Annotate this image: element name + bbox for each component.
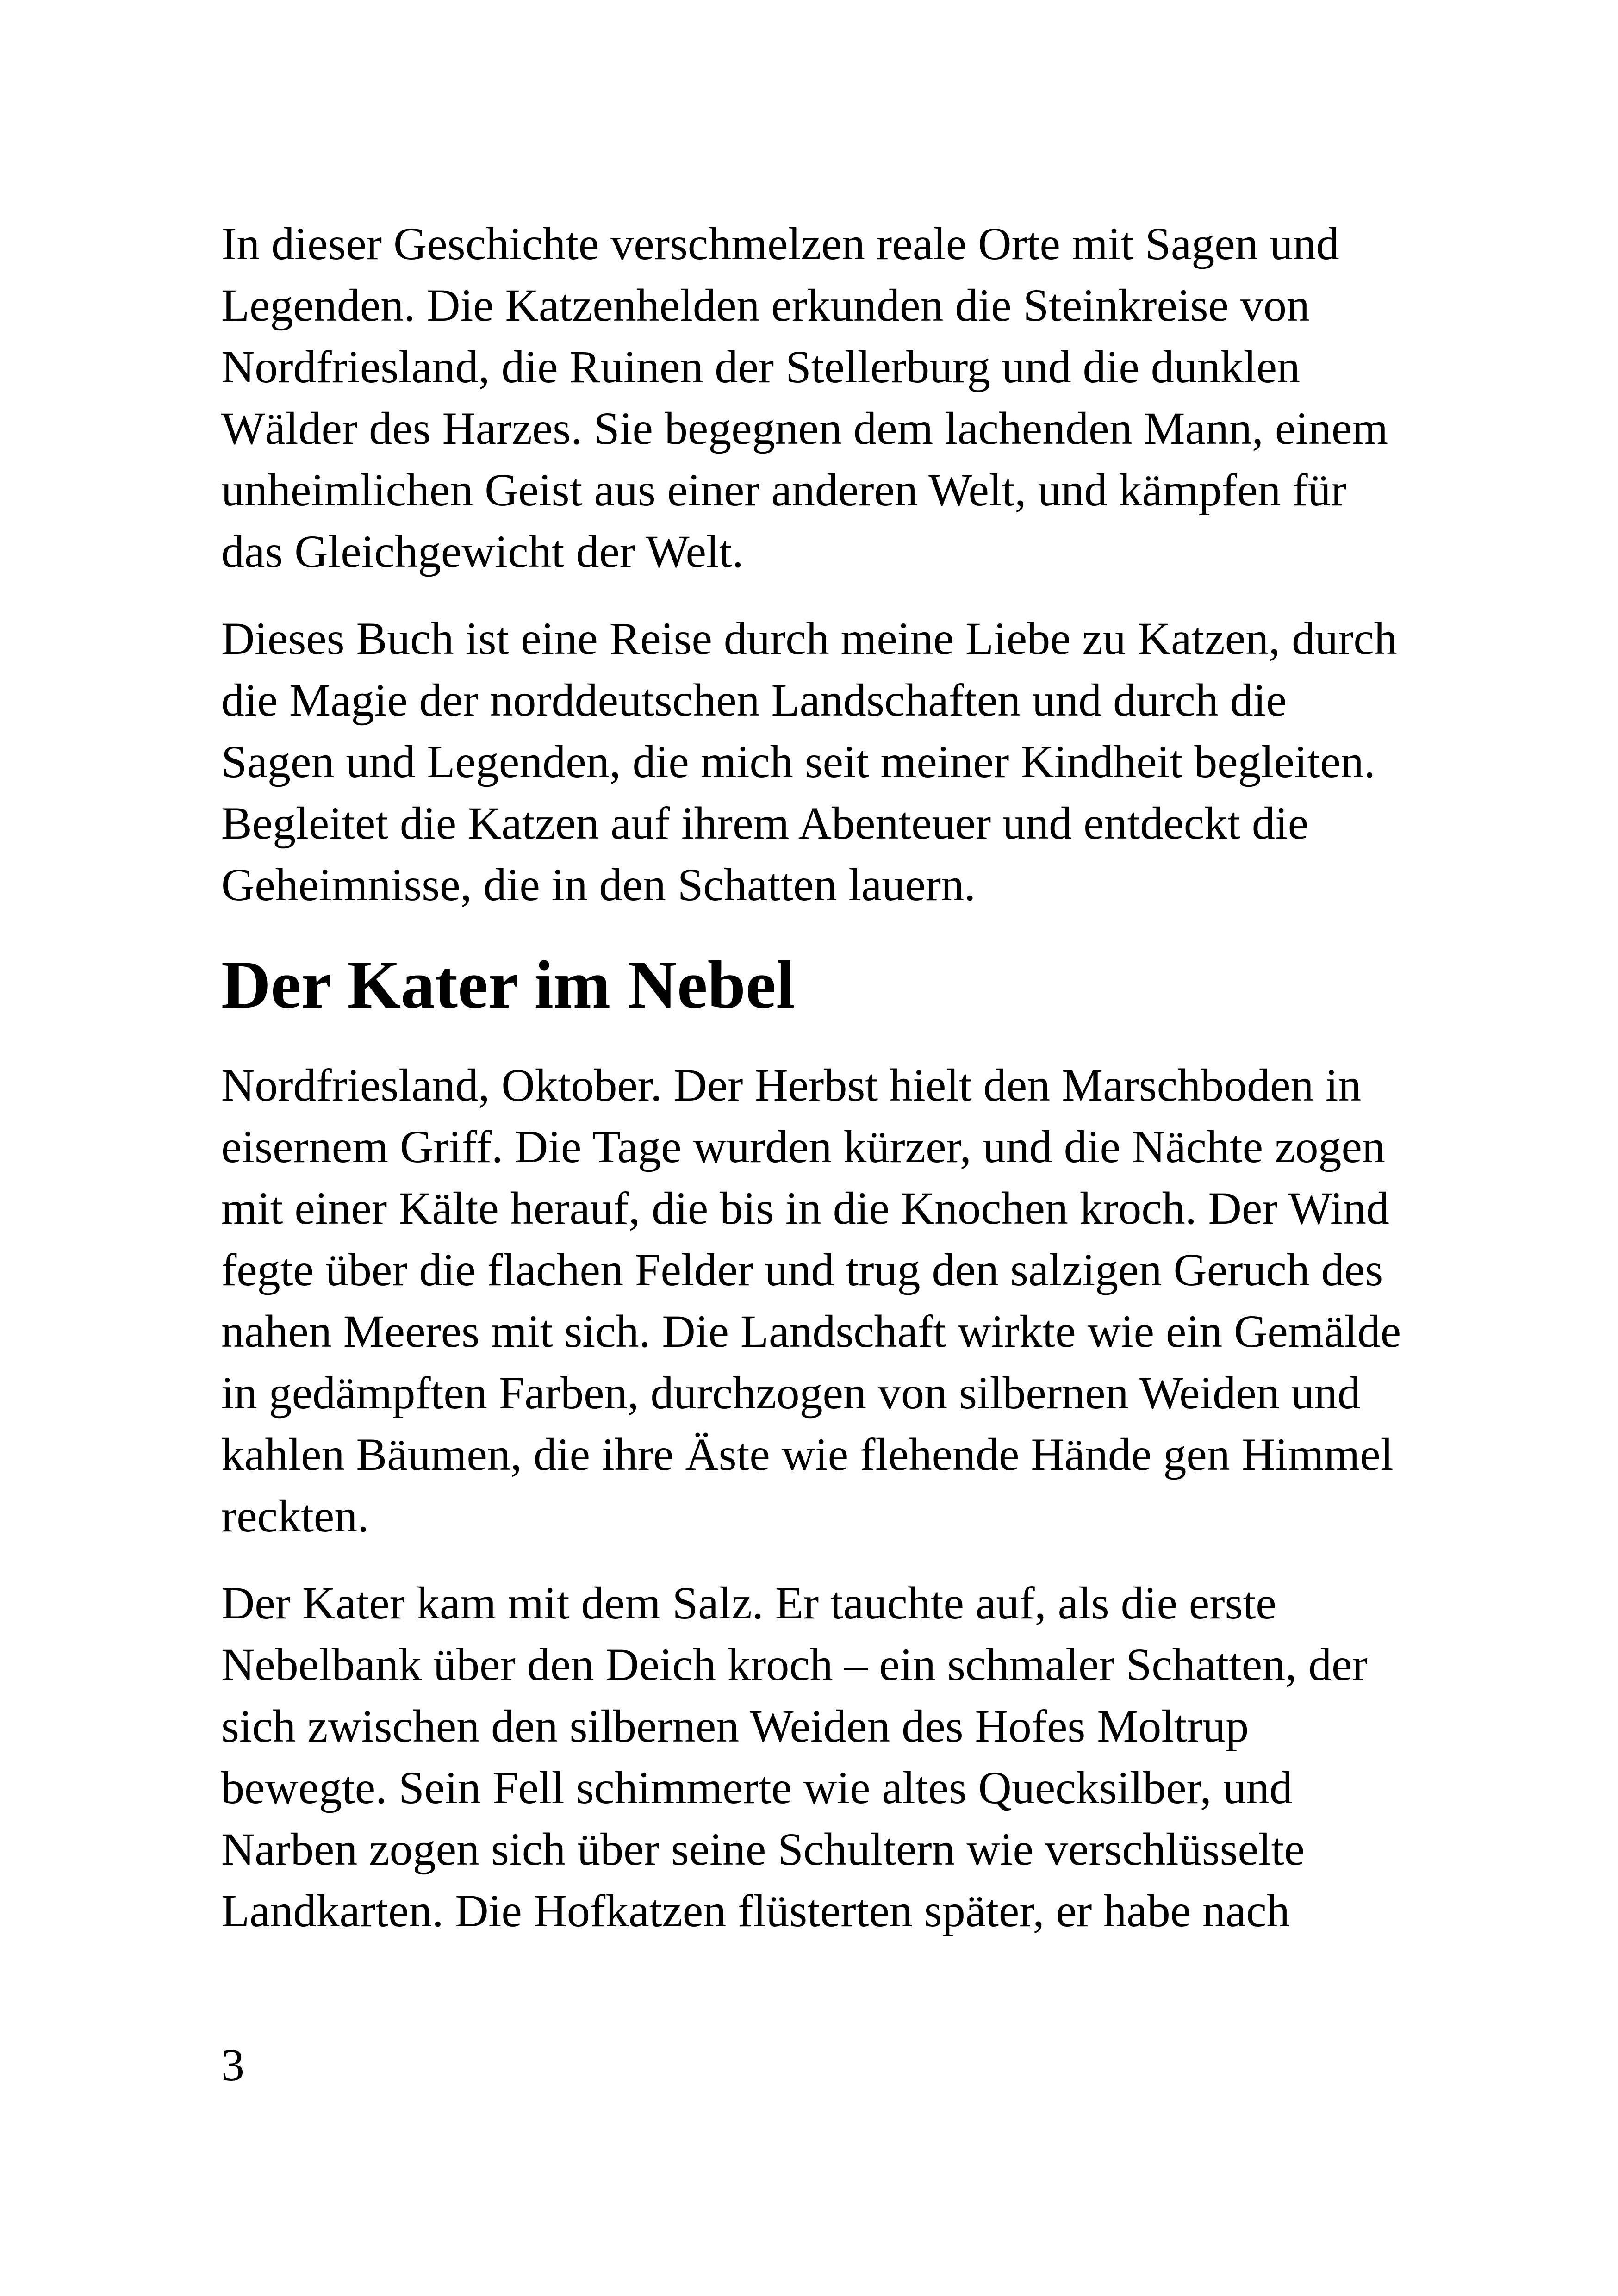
text-line: Nordfriesland, die Ruinen der Stellerburg und die dunklen: [221, 341, 1300, 392]
paragraph-spacer: [221, 1547, 1415, 1572]
chapter-title: Der Kater im Nebel: [221, 947, 795, 1023]
paragraph-spacer: [221, 915, 1415, 941]
text-body: [221, 213, 1415, 1941]
text-line: das Gleichgewicht der Welt.: [221, 526, 744, 577]
text-line: fegte über die flachen Felder und trug den salzigen Geruch des: [221, 1244, 1383, 1295]
text-line: mit einer Kälte herauf, die bis in die Knochen kroch. Der Wind: [221, 1182, 1389, 1234]
intro-paragraph-1: [221, 213, 1415, 582]
paragraph-spacer: [221, 1029, 1415, 1054]
text-line: Geheimnisse, die in den Schatten lauern.: [221, 859, 976, 910]
paragraph-spacer: [221, 582, 1415, 608]
chapter-paragraph-1: [221, 1054, 1415, 1547]
text-line: in gedämpften Farben, durchzogen von silbernen Weiden und: [221, 1367, 1361, 1419]
text-line: In dieser Geschichte verschmelzen reale Orte mit Sagen und: [221, 218, 1339, 269]
text-line: eisernem Griff. Die Tage wurden kürzer, und die Nächte zogen: [221, 1121, 1385, 1172]
text-line: Dieses Buch ist eine Reise durch meine Liebe zu Katzen, durch: [221, 613, 1397, 664]
page-number: 3: [221, 2039, 244, 2091]
text-line: Legenden. Die Katzenhelden erkunden die Steinkreise von: [221, 280, 1310, 331]
text-line: Sagen und Legenden, die mich seit meiner Kindheit begleiten.: [221, 736, 1375, 787]
text-line: bewegte. Sein Fell schimmerte wie altes Quecksilber, und: [221, 1762, 1293, 1813]
text-line: kahlen Bäumen, die ihre Äste wie flehende Hände gen Himmel: [221, 1429, 1394, 1480]
text-line: reckten.: [221, 1490, 369, 1542]
text-line: Begleitet die Katzen auf ihrem Abenteuer und entdeckt die: [221, 797, 1309, 849]
text-line: Nordfriesland, Oktober. Der Herbst hielt den Marschboden in: [221, 1059, 1362, 1111]
text-line: Landkarten. Die Hofkatzen flüsterten später, er habe nach: [221, 1885, 1290, 1936]
text-line: Der Kater kam mit dem Salz. Er tauchte auf, als die erste: [221, 1577, 1276, 1629]
chapter-paragraph-2: [221, 1572, 1415, 1941]
text-line: Narben zogen sich über seine Schultern wie verschlüsselte: [221, 1823, 1305, 1875]
text-line: Nebelbank über den Deich kroch – ein schmaler Schatten, der: [221, 1639, 1368, 1690]
text-line: nahen Meeres mit sich. Die Landschaft wirkte wie ein Gemälde: [221, 1306, 1401, 1357]
intro-paragraph-2: [221, 608, 1415, 915]
text-line: die Magie der norddeutschen Landschaften und durch die: [221, 674, 1287, 726]
text-line: sich zwischen den silbernen Weiden des Hofes Moltrup: [221, 1700, 1249, 1752]
text-line: Wälder des Harzes. Sie begegnen dem lachenden Mann, einem: [221, 403, 1388, 454]
text-line: unheimlichen Geist aus einer anderen Welt, und kämpfen für: [221, 464, 1346, 516]
